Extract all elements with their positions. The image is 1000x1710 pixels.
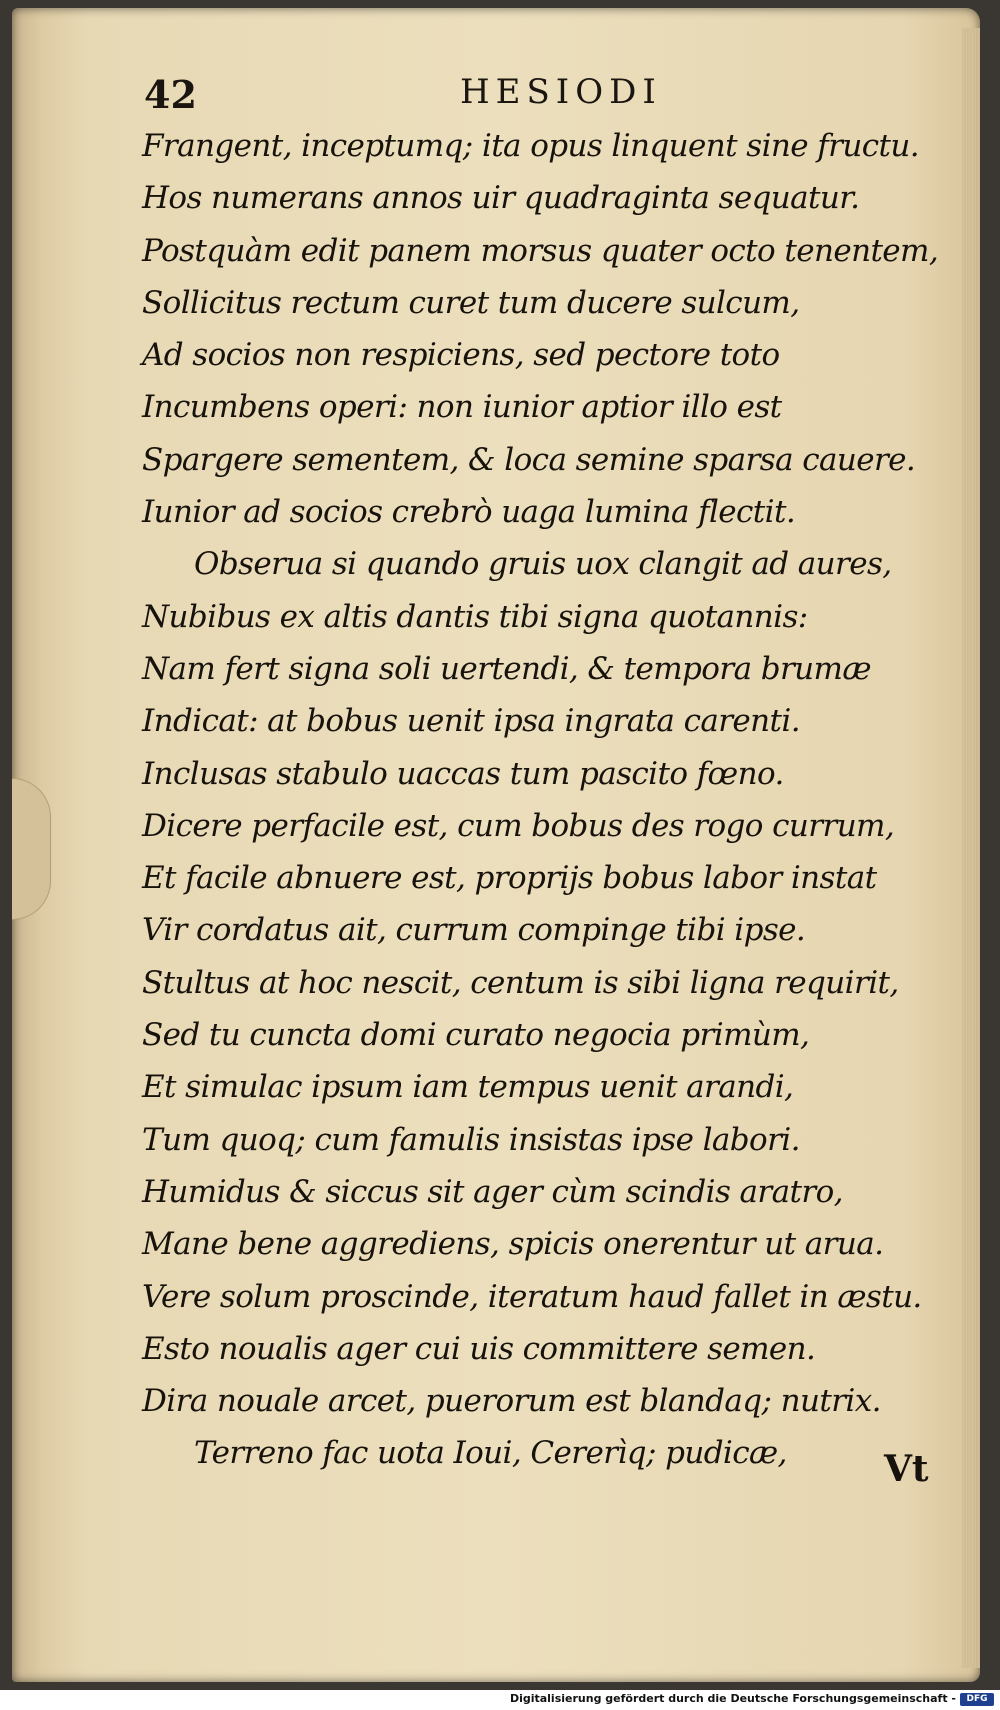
- verse-line: Esto noualis ager cui uis committere semen.: [142, 1330, 816, 1367]
- verse-line: Et simulac ipsum iam tempus uenit arandi,: [142, 1069, 794, 1106]
- verse-line: Indicat: at bobus uenit ipsa ingrata carenti.: [142, 703, 800, 740]
- verse-line: Hos numerans annos uir quadraginta sequatur.: [142, 180, 860, 217]
- verse-line: Nam fert signa soli uertendi, & tempora brumæ: [142, 650, 871, 687]
- verse-line: Spargere sementem, & loca semine sparsa cauere.: [142, 441, 916, 478]
- verse-line: Incumbens operi: non iunior aptior illo est: [142, 389, 782, 426]
- page-tab-mark: [12, 778, 51, 920]
- verse-line: Dicere perfacile est, cum bobus des rogo currum,: [142, 807, 895, 844]
- catchword: Vt: [884, 1448, 929, 1490]
- verse-line: Inclusas stabulo uaccas tum pascito fœno.: [142, 755, 784, 792]
- verse-line-indented: Obserua si quando gruis uox clangit ad aures,: [194, 546, 892, 583]
- verse-line: Sed tu cuncta domi curato negocia primùm,: [142, 1017, 810, 1054]
- page-fore-edge: [962, 28, 980, 1668]
- verse-line: Vere solum proscinde, iteratum haud fallet in æstu.: [142, 1278, 922, 1315]
- verse-line: Postquàm edit panem morsus quater octo tenentem,: [142, 232, 939, 269]
- verse-line: Dira nouale arcet, puerorum est blandaq; nutrix.: [142, 1383, 881, 1420]
- verse-line: Ad socios non respiciens, sed pectore toto: [142, 337, 780, 374]
- verse-line: Mane bene aggrediens, spicis onerentur ut arua.: [142, 1226, 884, 1263]
- verse-line: Nubibus ex altis dantis tibi signa quotannis:: [142, 598, 808, 635]
- digitization-credit: Digitalisierung gefördert durch die Deutsche Forschungsgemeinschaft -: [509, 1692, 956, 1705]
- verse-line: Humidus & siccus sit ager cùm scindis aratro,: [142, 1173, 843, 1210]
- verse-line: Iunior ad socios crebrò uaga lumina flectit.: [142, 494, 796, 531]
- book-page: [12, 8, 980, 1682]
- page-number: 42: [144, 72, 197, 117]
- verse-line: Sollicitus rectum curet tum ducere sulcum,: [142, 284, 800, 321]
- verse-line: Vir cordatus ait, currum compinge tibi ipse.: [142, 912, 806, 949]
- dfg-logo: DFG: [960, 1693, 994, 1706]
- verse-line: Stultus at hoc nescit, centum is sibi ligna requirit,: [142, 964, 899, 1001]
- footer-bar: [0, 1690, 1000, 1710]
- running-head: HESIODI: [460, 72, 662, 112]
- verse-line: Tum quoq; cum famulis insistas ipse labori.: [142, 1121, 800, 1158]
- verse-line: Et facile abnuere est, proprijs bobus labor instat: [142, 860, 877, 897]
- verse-line: Frangent, inceptumq; ita opus linquent sine fructu.: [142, 128, 919, 164]
- verse-line-indented: Terreno fac uota Ioui, Cererìq; pudicæ,: [194, 1435, 787, 1472]
- verse-text-block: [142, 120, 942, 1480]
